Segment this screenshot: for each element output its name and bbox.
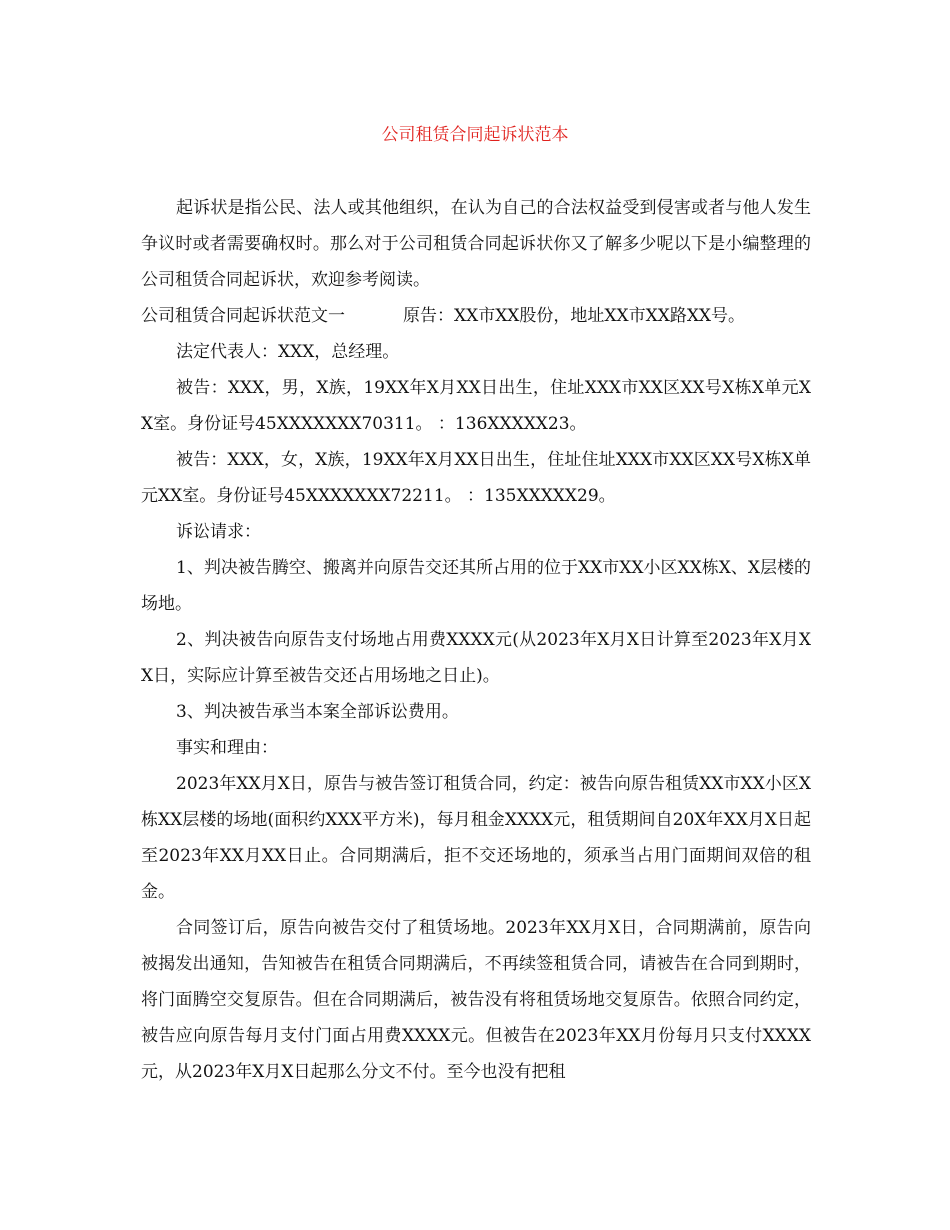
defendant-1: 被告：XXX，男，X族，19XX年X月XX日出生，住址XXX市XX区XX号X栋X单元XX室。身份证号45XXXXXXX70311。 ：136XXXXX23。 (141, 378, 811, 434)
defendant-2: 被告：XXX，女，X族，19XX年X月XX日出生，住址住址XXX市XX区XX号X栋X单元XX室。身份证号45XXXXXXX72211。 ：135XXXXX29。 (141, 450, 811, 506)
claims-heading: 诉讼请求： (176, 522, 261, 542)
example-heading-line (141, 298, 811, 334)
claim-3: 3、判决被告承当本案全部诉讼费用。 (176, 702, 459, 722)
claim-2: 2、判决被告向原告支付场地占用费XXXX元(从2023年X月X日计算至2023年X月XX日，实际应计算至被告交还占用场地之日止)。 (141, 630, 811, 686)
example-heading: 公司租赁合同起诉状范文一 (141, 306, 345, 326)
intro-paragraph: 起诉状是指公民、法人或其他组织，在认为自己的合法权益受到侵害或者与他人发生争议时或者需要确权时。那么对于公司租赁合同起诉状你又了解多少呢以下是小编整理的公司租赁合同起诉状，欢迎参考阅读。 (141, 198, 811, 290)
legal-representative: 法定代表人：XXX，总经理。 (176, 342, 400, 362)
claim-1: 1、判决被告腾空、搬离并向原告交还其所占用的位于XX市XX小区XX栋X、X层楼的场地。 (141, 558, 811, 614)
document-body (141, 190, 811, 1090)
facts-heading: 事实和理由： (176, 738, 278, 758)
document-title: 公司租赁合同起诉状范本 (381, 125, 569, 145)
plaintiff-info: 原告：XX市XX股份，地址XX市XX路XX号。 (403, 306, 746, 326)
facts-paragraph-1: 2023年XX月X日，原告与被告签订租赁合同，约定：被告向原告租赁XX市XX小区X栋XX层楼的场地(面积约XXX平方米)，每月租金XXXX元，租赁期间自20X年XX月X日起至2023年XX月XX日止。合同期满后，拒不交还场地的，须承当占用门面期间双倍的租金。 (141, 774, 811, 902)
facts-paragraph-2: 合同签订后，原告向被告交付了租赁场地。2023年XX月X日，合同期满前，原告向被揭发出通知，告知被告在租赁合同期满后，不再续签租赁合同，请被告在合同到期时，将门面腾空交复原告。但在合同期满后，被告没有将租赁场地交复原告。依照合同约定，被告应向原告每月支付门面占用费XXXX元。但被告在2023年XX月份每月只支付XXXX元，从2023年X月X日起那么分文不付。至今也没有把租 (141, 918, 811, 1082)
